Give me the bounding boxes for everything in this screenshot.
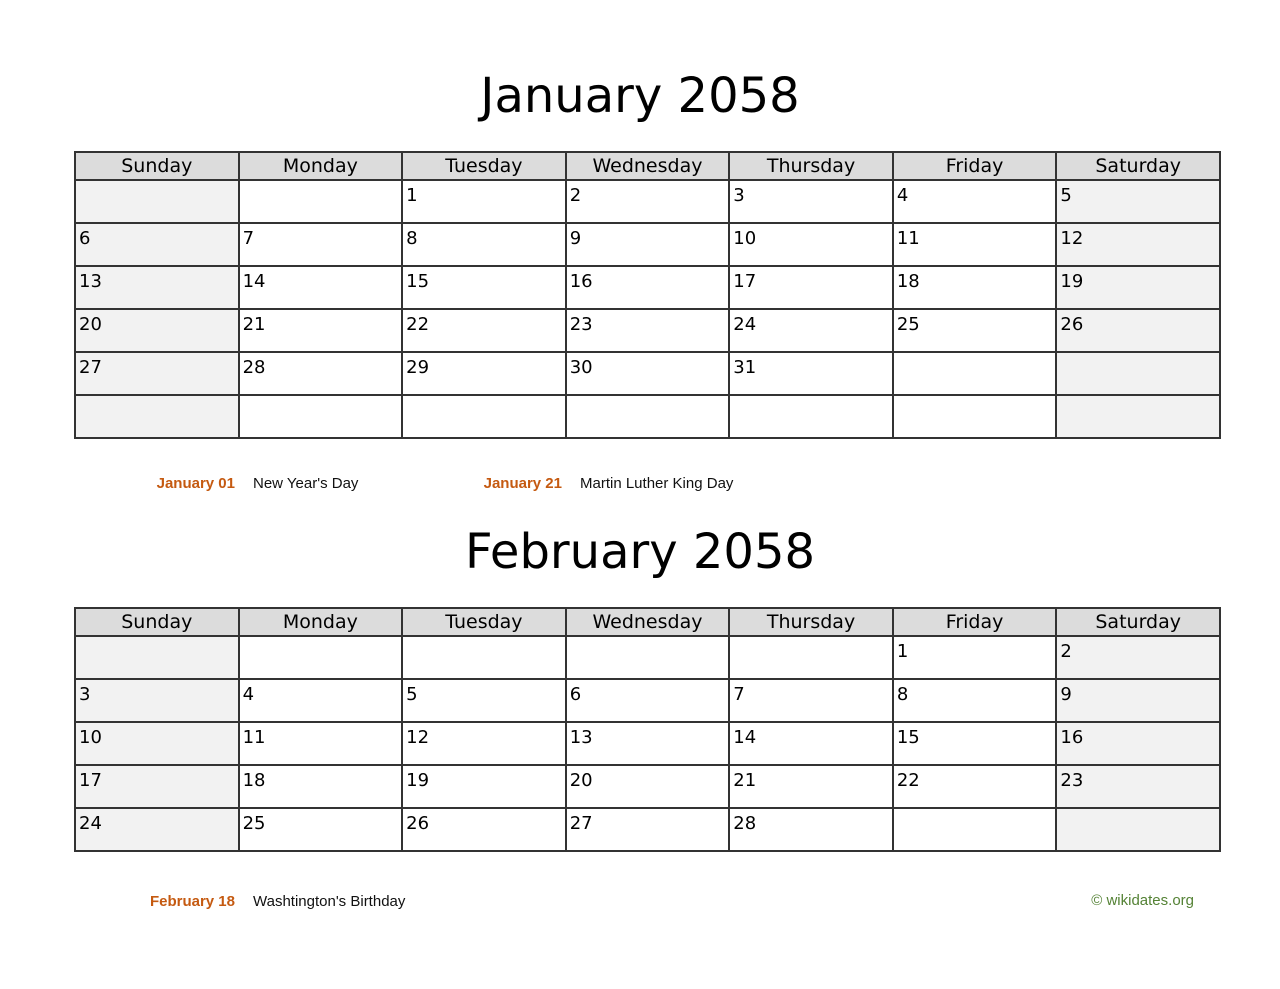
day-cell: 21 — [729, 765, 893, 808]
day-cell: 25 — [893, 309, 1057, 352]
day-cell: 14 — [239, 266, 403, 309]
day-cell — [566, 636, 730, 679]
day-cell: 3 — [729, 180, 893, 223]
day-cell: 2 — [1056, 636, 1220, 679]
day-cell: 8 — [402, 223, 566, 266]
day-cell: 9 — [1056, 679, 1220, 722]
day-cell: 22 — [893, 765, 1057, 808]
day-cell — [893, 808, 1057, 851]
day-cell: 28 — [239, 352, 403, 395]
week-row — [75, 765, 1220, 808]
day-cell: 31 — [729, 352, 893, 395]
holiday-date: January 21 — [483, 475, 562, 492]
day-cell — [1056, 395, 1220, 438]
day-cell: 24 — [75, 808, 239, 851]
day-cell: 25 — [239, 808, 403, 851]
week-row — [75, 266, 1220, 309]
calendar-body — [75, 180, 1220, 438]
weekday-header: Tuesday — [402, 152, 566, 180]
day-cell — [239, 636, 403, 679]
holiday-name: Martin Luther King Day — [580, 475, 734, 492]
week-row — [75, 223, 1220, 266]
weekday-header: Friday — [893, 152, 1057, 180]
weekday-header: Wednesday — [566, 608, 730, 636]
holiday-entry — [140, 475, 358, 492]
day-cell: 7 — [729, 679, 893, 722]
day-cell: 1 — [893, 636, 1057, 679]
day-cell: 27 — [75, 352, 239, 395]
day-cell: 21 — [239, 309, 403, 352]
weekday-header: Friday — [893, 608, 1057, 636]
day-cell: 17 — [729, 266, 893, 309]
day-cell — [402, 636, 566, 679]
day-cell: 28 — [729, 808, 893, 851]
day-cell: 9 — [566, 223, 730, 266]
holiday-date: January 01 — [156, 475, 235, 492]
calendar-body — [75, 636, 1220, 851]
month-title-january: January 2058 — [480, 68, 800, 124]
day-cell: 19 — [402, 765, 566, 808]
day-cell: 10 — [75, 722, 239, 765]
day-cell: 26 — [402, 808, 566, 851]
day-cell: 16 — [566, 266, 730, 309]
day-cell: 13 — [566, 722, 730, 765]
day-cell: 6 — [75, 223, 239, 266]
day-cell: 29 — [402, 352, 566, 395]
day-cell: 3 — [75, 679, 239, 722]
calendar-grid-february — [74, 607, 1221, 852]
day-cell — [1056, 808, 1220, 851]
day-cell: 27 — [566, 808, 730, 851]
day-cell — [729, 395, 893, 438]
day-cell — [729, 636, 893, 679]
day-cell: 5 — [1056, 180, 1220, 223]
day-cell: 1 — [402, 180, 566, 223]
day-cell: 7 — [239, 223, 403, 266]
day-cell: 13 — [75, 266, 239, 309]
day-cell: 8 — [893, 679, 1057, 722]
day-cell: 17 — [75, 765, 239, 808]
day-cell — [75, 395, 239, 438]
weekday-header: Thursday — [729, 608, 893, 636]
weekday-header: Thursday — [729, 152, 893, 180]
day-cell: 18 — [239, 765, 403, 808]
day-cell: 12 — [1056, 223, 1220, 266]
day-cell: 5 — [402, 679, 566, 722]
weekday-header: Saturday — [1056, 608, 1220, 636]
weekday-header: Sunday — [75, 608, 239, 636]
day-cell: 19 — [1056, 266, 1220, 309]
day-cell: 6 — [566, 679, 730, 722]
day-cell: 24 — [729, 309, 893, 352]
week-row — [75, 636, 1220, 679]
day-cell: 4 — [893, 180, 1057, 223]
day-cell: 26 — [1056, 309, 1220, 352]
holiday-date: February 18 — [149, 893, 235, 910]
day-cell — [1056, 352, 1220, 395]
weekday-header: Monday — [239, 608, 403, 636]
day-cell: 15 — [893, 722, 1057, 765]
week-row — [75, 309, 1220, 352]
calendar-grid-january — [74, 151, 1221, 439]
day-cell: 12 — [402, 722, 566, 765]
day-cell: 30 — [566, 352, 730, 395]
week-row — [75, 679, 1220, 722]
day-cell — [239, 180, 403, 223]
day-cell: 20 — [566, 765, 730, 808]
weekday-header-row — [75, 608, 1220, 636]
day-cell: 23 — [566, 309, 730, 352]
day-cell: 15 — [402, 266, 566, 309]
weekday-header: Tuesday — [402, 608, 566, 636]
holiday-name: New Year's Day — [253, 475, 359, 492]
day-cell — [402, 395, 566, 438]
month-title-february: February 2058 — [464, 524, 816, 580]
week-row — [75, 722, 1220, 765]
holiday-entry — [467, 475, 733, 492]
weekday-header: Saturday — [1056, 152, 1220, 180]
day-cell — [893, 395, 1057, 438]
day-cell — [239, 395, 403, 438]
day-cell: 18 — [893, 266, 1057, 309]
day-cell — [75, 636, 239, 679]
day-cell: 22 — [402, 309, 566, 352]
day-cell: 20 — [75, 309, 239, 352]
day-cell — [566, 395, 730, 438]
week-row — [75, 352, 1220, 395]
week-row — [75, 395, 1220, 438]
holiday-entry — [140, 893, 405, 910]
weekday-header-row — [75, 152, 1220, 180]
site-credit: © wikidates.org — [1091, 892, 1194, 909]
day-cell: 11 — [893, 223, 1057, 266]
day-cell: 10 — [729, 223, 893, 266]
day-cell: 16 — [1056, 722, 1220, 765]
day-cell: 23 — [1056, 765, 1220, 808]
week-row — [75, 180, 1220, 223]
day-cell — [893, 352, 1057, 395]
weekday-header: Monday — [239, 152, 403, 180]
day-cell — [75, 180, 239, 223]
day-cell: 4 — [239, 679, 403, 722]
week-row — [75, 808, 1220, 851]
weekday-header: Wednesday — [566, 152, 730, 180]
day-cell: 14 — [729, 722, 893, 765]
holiday-name: Washtington's Birthday — [253, 893, 406, 910]
day-cell: 11 — [239, 722, 403, 765]
day-cell: 2 — [566, 180, 730, 223]
weekday-header: Sunday — [75, 152, 239, 180]
